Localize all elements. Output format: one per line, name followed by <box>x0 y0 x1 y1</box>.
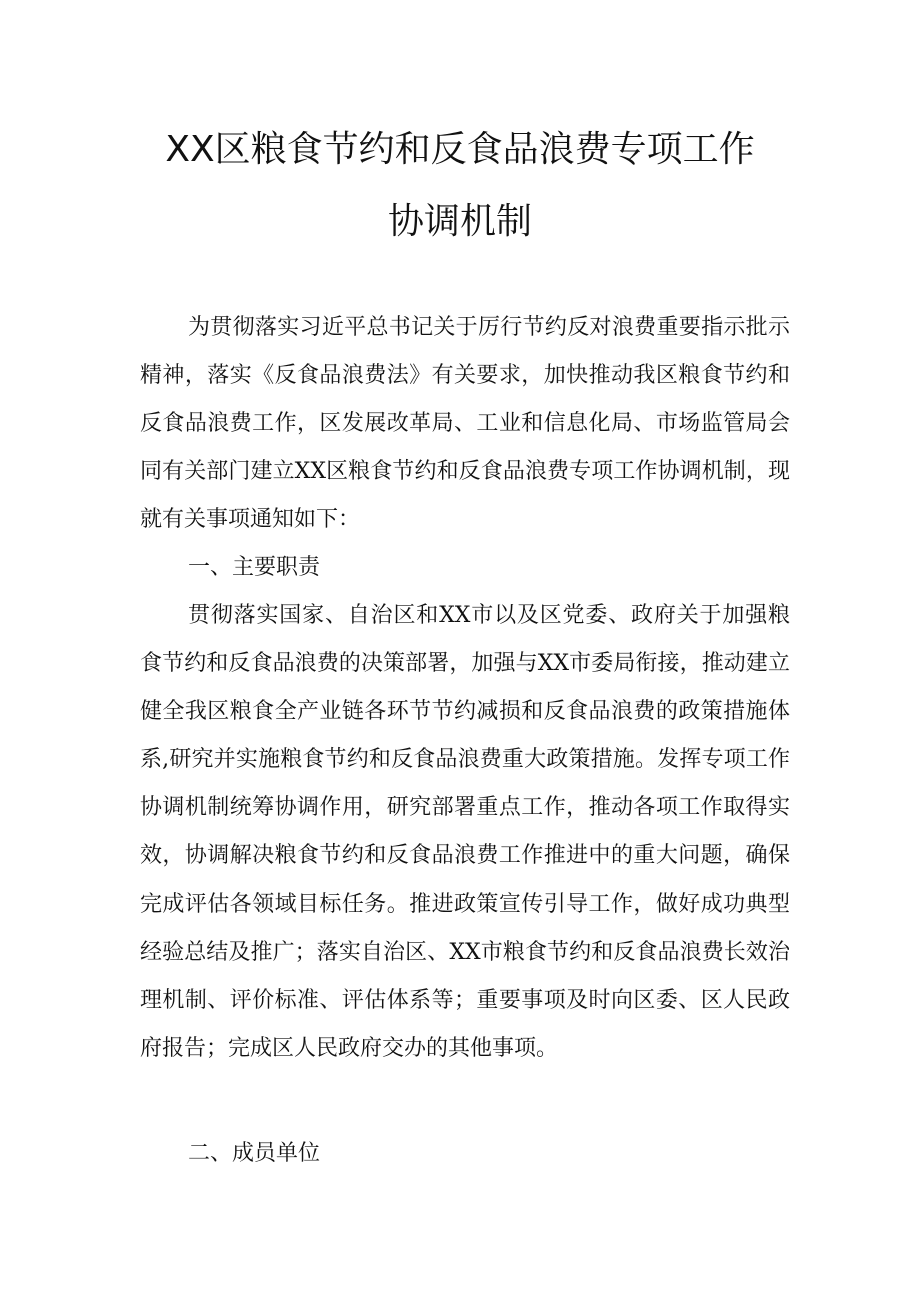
section-1-heading: 一、主要职责 <box>188 555 321 580</box>
intro-paragraph: 为贯彻落实习近平总书记关于厉行节约反对浪费重要指示批示精神，落实《反食品浪费法》有关要求，加快推动我区粮食节约和反食品浪费工作，区发展改革局、工业和信息化局、市场监管局会同有关部门建立XX区粮食节约和反食品浪费专项工作协调机制，现就有关事项通知如下： <box>140 315 790 533</box>
section-1-paragraph: 贯彻落实国家、自治区和XX市以及区党委、政府关于加强粮食节约和反食品浪费的决策部署，加强与XX市委局衔接，推动建立健全我区粮食全产业链各环节节约减损和反食品浪费的政策措施体系,研究并实施粮食节约和反食品浪费重大政策措施。发挥专项工作协调机制统筹协调作用，研究部署重点工作，推动各项工作取得实效，协调解决粮食节约和反食品浪费工作推进中的重大问题，确保完成评估各领域目标任务。推进政策宣传引导工作，做好成功典型经验总结及推广；落实自治区、XX市粮食节约和反食品浪费长效治理机制、评价标准、评估体系等；重要事项及时向区委、区人民政府报告；完成区人民政府交办的其他事项。 <box>140 603 790 1061</box>
document-title-line-1: XX区粮食节约和反食品浪费专项工作 <box>165 129 755 170</box>
section-2-heading: 二、成员单位 <box>188 1141 321 1166</box>
document-title-line-2: 协调机制 <box>387 201 532 242</box>
